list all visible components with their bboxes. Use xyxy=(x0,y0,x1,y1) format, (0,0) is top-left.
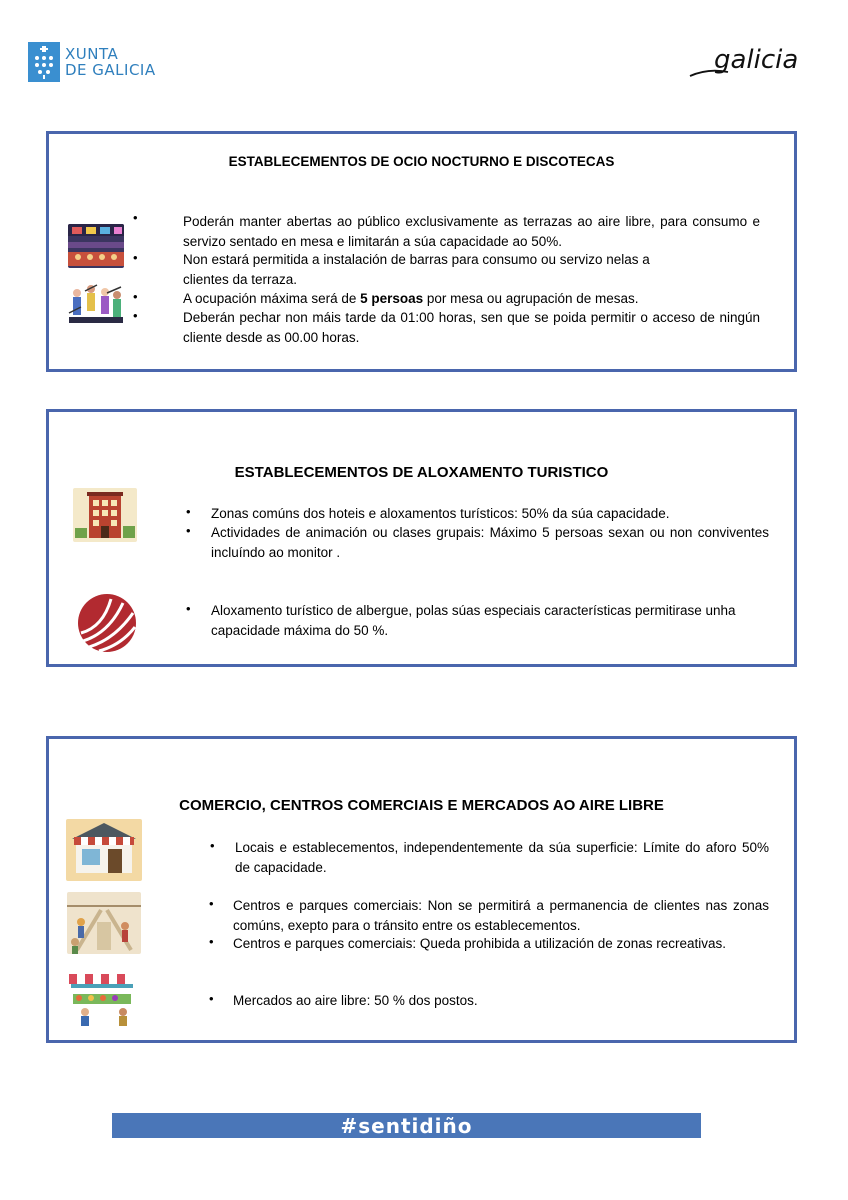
section-ocio-nocturno xyxy=(46,131,797,372)
bullet: • xyxy=(133,308,138,323)
shop-icon xyxy=(66,819,142,881)
xunta-logo xyxy=(28,40,168,84)
bullet: • xyxy=(133,210,138,225)
hotel-building-icon xyxy=(73,488,137,542)
list-item-text: Aloxamento turístico de albergue, polas súas especiais características permitirase unha capacidade máxima do 50 %. xyxy=(211,603,736,638)
list-item-text: Centros e parques comerciais: Non se permitirá a permanencia de clientes nas zonas comúns, exepto para o tránsito entre os establecementos. xyxy=(233,898,769,933)
nightclub-building-icon xyxy=(68,224,124,268)
bullet: • xyxy=(133,289,138,304)
xunta-wordmark xyxy=(65,46,156,78)
shopping-mall-icon xyxy=(67,892,141,954)
section-aloxamento-turistico xyxy=(46,409,797,667)
bullet: • xyxy=(209,934,214,949)
list-item-text: Mercados ao aire libre: 50 % dos postos. xyxy=(233,993,478,1008)
section-title: COMERCIO, CENTROS COMERCIAIS E MERCADOS AO AIRE LIBRE xyxy=(179,797,664,814)
text-span: por mesa ou agrupación de mesas. xyxy=(423,291,639,306)
list-item-text: Locais e establecementos, independentemente da súa superficie: Límite do aforo 50% de capacidade. xyxy=(235,840,769,875)
list-item-text: Non estará permitida a instalación de barras para consumo ou servizo nelas a clientes da terraza. xyxy=(183,252,650,287)
section-title: ESTABLECEMENTOS DE OCIO NOCTURNO E DISCOTECAS xyxy=(228,154,615,169)
bullet: • xyxy=(186,601,191,616)
bullet: • xyxy=(186,504,191,519)
list-item-text: Centros e parques comerciais: Queda prohibida a utilización de zonas recreativas. xyxy=(233,936,727,951)
section-title: ESTABLECEMENTOS DE ALOXAMENTO TURISTICO xyxy=(234,464,609,481)
list-item-text xyxy=(183,289,760,309)
bullet: • xyxy=(209,896,214,911)
bullet: • xyxy=(133,250,138,265)
market-stall-icon xyxy=(63,968,143,1026)
galicia-logo-text: galicia xyxy=(714,45,799,75)
bullet: • xyxy=(210,838,215,853)
list-item-text: Zonas comúns dos hoteis e aloxamentos turísticos: 50% da súa capacidade. xyxy=(211,506,670,521)
section-comercio xyxy=(46,736,797,1043)
text-bold: 5 persoas xyxy=(360,291,424,306)
bullet: • xyxy=(209,991,214,1006)
bullet: • xyxy=(186,523,191,538)
scallop-shell-icon xyxy=(77,593,137,653)
dancing-people-icon xyxy=(67,283,125,325)
text-span: A ocupación máxima será de xyxy=(183,291,361,306)
list-item-text: Actividades de animación ou clases grupais: Máximo 5 persoas sexan ou non conviventes incluíndo ao monitor . xyxy=(211,525,769,560)
xunta-line-2: DE GALICIA xyxy=(65,61,156,79)
xunta-line-1: XUNTA xyxy=(65,45,119,63)
list-item-text: Poderán manter abertas ao público exclusivamente as terrazas ao aire libre, para consumo e servizo sentado en mesa e limitarán a súa capacidade ao 50%. xyxy=(183,214,760,249)
hashtag-banner xyxy=(112,1113,701,1138)
hashtag-text: #sentidiño xyxy=(340,1113,473,1138)
xunta-emblem-icon xyxy=(28,42,60,82)
list-item-text: Deberán pechar non máis tarde da 01:00 horas, sen que se poida permitir o acceso de ningún cliente desde as 00.00 horas. xyxy=(183,310,760,345)
galicia-logo xyxy=(688,38,808,83)
